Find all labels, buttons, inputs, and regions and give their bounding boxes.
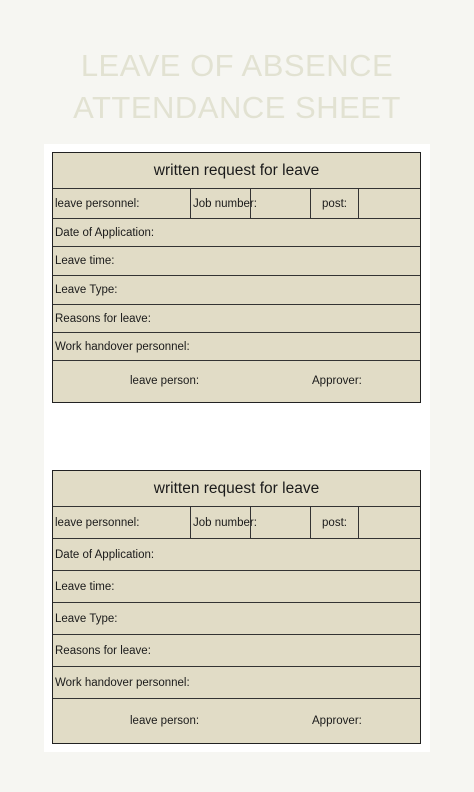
reasons-label: Reasons for leave: xyxy=(55,312,151,325)
approver-label: Approver: xyxy=(312,714,362,727)
leave-time-row[interactable] xyxy=(53,247,420,276)
signature-row[interactable] xyxy=(53,361,420,401)
leave-type-label: Leave Type: xyxy=(55,612,118,625)
job-number-label: Job number: xyxy=(193,197,257,210)
leave-type-row[interactable] xyxy=(53,603,420,635)
form-title-row xyxy=(53,153,420,189)
date-of-application-row[interactable] xyxy=(53,219,420,247)
personnel-row xyxy=(53,189,420,219)
reasons-label: Reasons for leave: xyxy=(55,644,151,657)
handover-row[interactable] xyxy=(53,667,420,699)
post-field[interactable] xyxy=(358,507,420,538)
leave-time-label: Leave time: xyxy=(55,255,115,267)
leave-time-label: Leave time: xyxy=(55,580,115,593)
leave-person-label: leave person: xyxy=(130,714,200,727)
leave-type-row[interactable] xyxy=(53,276,420,305)
post-label: post: xyxy=(322,197,347,210)
leave-request-form-2 xyxy=(52,470,421,744)
post-cell xyxy=(310,189,358,218)
post-label: post: xyxy=(322,516,347,529)
date-of-application-label: Date of Application: xyxy=(55,548,155,561)
job-number-cell xyxy=(190,507,257,538)
approver-label: Approver: xyxy=(312,375,362,387)
post-field[interactable] xyxy=(358,189,420,218)
form-title: written request for leave xyxy=(153,161,320,179)
form-title: written request for leave xyxy=(153,479,320,497)
signature-row[interactable] xyxy=(53,699,420,742)
handover-label: Work handover personnel: xyxy=(55,340,190,353)
job-number-field[interactable] xyxy=(250,189,310,218)
handover-label: Work handover personnel: xyxy=(55,676,190,689)
leave-person-label: leave person: xyxy=(130,375,200,387)
reasons-row[interactable] xyxy=(53,635,420,667)
date-of-application-row[interactable] xyxy=(53,539,420,571)
leave-personnel-label: leave personnel: xyxy=(55,197,140,210)
form-title-row xyxy=(53,471,420,507)
job-number-label: Job number: xyxy=(193,516,257,529)
leave-request-form-1 xyxy=(52,152,421,403)
post-cell xyxy=(310,507,358,538)
personnel-row xyxy=(53,507,420,539)
page-title-line-2: ATTENDANCE SHEET xyxy=(73,90,401,125)
leave-type-label: Leave Type: xyxy=(55,284,118,296)
page-title-line-1: LEAVE OF ABSENCE xyxy=(80,48,394,83)
leave-personnel-label: leave personnel: xyxy=(55,516,140,529)
handover-row[interactable] xyxy=(53,333,420,361)
job-number-field[interactable] xyxy=(250,507,310,538)
leave-time-row[interactable] xyxy=(53,571,420,603)
date-of-application-label: Date of Application: xyxy=(55,226,155,239)
job-number-cell xyxy=(190,189,257,218)
reasons-row[interactable] xyxy=(53,305,420,333)
